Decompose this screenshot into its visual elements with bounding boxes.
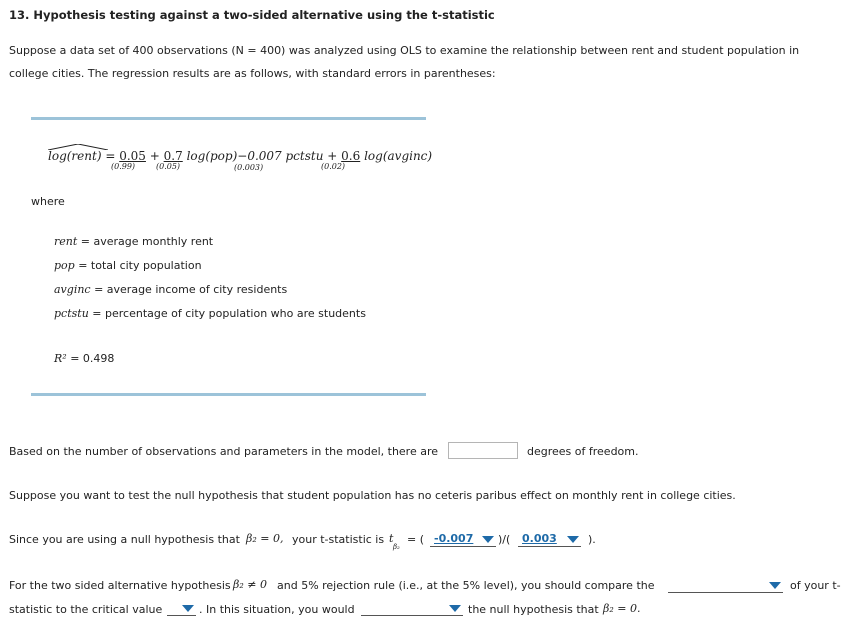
t-open-paren: = ( xyxy=(407,533,425,546)
se-intercept: (0.99) xyxy=(111,162,136,171)
tstat-prompt: Since you are using a null hypothesis that xyxy=(9,533,240,546)
alt-prompt: For the two sided alternative hypothesis xyxy=(9,579,231,592)
coef-intercept: 0.05 xyxy=(119,149,146,163)
plus-sign: + xyxy=(327,149,338,163)
var-definition: = total city population xyxy=(78,259,202,272)
compare-dropdown[interactable] xyxy=(668,578,783,593)
denominator-value: 0.003 xyxy=(522,532,557,545)
r2-label: R² xyxy=(54,352,67,365)
def-pop xyxy=(54,259,202,272)
t-close-paren: ). xyxy=(588,533,596,546)
chevron-down-icon xyxy=(567,536,579,543)
decision-dropdown[interactable] xyxy=(361,601,463,616)
situation-text: . In this situation, you would xyxy=(199,603,355,616)
coef-logpop: 0.7 xyxy=(163,149,183,163)
numerator-value: -0.007 xyxy=(434,532,474,545)
t-subscript: β₂ xyxy=(393,543,400,551)
critical-value-dropdown[interactable] xyxy=(167,601,196,616)
critical-value-prompt: statistic to the critical value xyxy=(9,603,163,616)
def-rent xyxy=(54,235,213,248)
chevron-down-icon xyxy=(482,536,494,543)
r-squared xyxy=(54,352,114,365)
alt-suffix: of your t- xyxy=(790,579,841,592)
term-logpop-pctstu: log(pop)−0.007 pctstu xyxy=(186,149,324,163)
r2-value: = 0.498 xyxy=(70,352,115,365)
intro-line-1: Suppose a data set of 400 observations (N = 400) was analyzed using OLS to examine the relationship between rent and student population in xyxy=(9,44,800,57)
regression-equation xyxy=(48,149,432,163)
var-name: pop xyxy=(54,259,75,272)
var-definition: = percentage of city population who are students xyxy=(92,307,366,320)
denominator-dropdown[interactable] xyxy=(518,532,581,547)
se-pctstu: (0.003) xyxy=(234,163,264,172)
equation-lhs: log(rent) xyxy=(48,149,105,163)
beta2-equals-zero: β₂ = 0, xyxy=(246,532,284,545)
chevron-down-icon xyxy=(769,582,781,589)
numerator-dropdown[interactable] xyxy=(430,532,496,547)
chevron-down-icon xyxy=(182,605,194,612)
var-definition: = average income of city residents xyxy=(94,283,288,296)
intro-line-2: college cities. The regression results are as follows, with standard errors in parentheses: xyxy=(9,67,496,80)
def-pctstu xyxy=(54,307,366,320)
var-name: pctstu xyxy=(54,307,89,320)
plus-sign: + xyxy=(149,149,160,163)
beta2-equals-zero-final: β₂ = 0. xyxy=(603,602,641,615)
equals-sign: = xyxy=(105,149,116,163)
se-logpop: (0.05) xyxy=(156,162,181,171)
term-logavginc: log(avginc) xyxy=(364,149,433,163)
alt-middle: and 5% rejection rule (i.e., at the 5% level), you should compare the xyxy=(277,579,655,592)
tstat-middle: your t-statistic is xyxy=(292,533,385,546)
hat-icon xyxy=(48,144,108,150)
degrees-of-freedom-input[interactable] xyxy=(448,442,518,459)
top-divider xyxy=(31,117,426,120)
dof-suffix: degrees of freedom. xyxy=(527,445,639,458)
question-title: 13. Hypothesis testing against a two-sided alternative using the t-statistic xyxy=(9,8,495,22)
var-name: avginc xyxy=(54,283,91,296)
t-symbol: t xyxy=(389,532,394,545)
null-hyp-suffix: the null hypothesis that xyxy=(468,603,599,616)
t-divide: )/( xyxy=(498,533,511,546)
var-definition: = average monthly rent xyxy=(80,235,214,248)
null-hypothesis-text: Suppose you want to test the null hypothesis that student population has no ceteris paribus effect on monthly rent in college cities. xyxy=(9,489,736,502)
var-name: rent xyxy=(54,235,78,248)
beta2-not-zero: β₂ ≠ 0 xyxy=(233,578,267,591)
se-logavginc: (0.02) xyxy=(321,162,346,171)
chevron-down-icon xyxy=(449,605,461,612)
where-label: where xyxy=(31,195,65,208)
coef-logavginc: 0.6 xyxy=(341,149,361,163)
def-avginc xyxy=(54,283,287,296)
bottom-divider xyxy=(31,393,426,396)
dof-prompt: Based on the number of observations and parameters in the model, there are xyxy=(9,445,439,458)
